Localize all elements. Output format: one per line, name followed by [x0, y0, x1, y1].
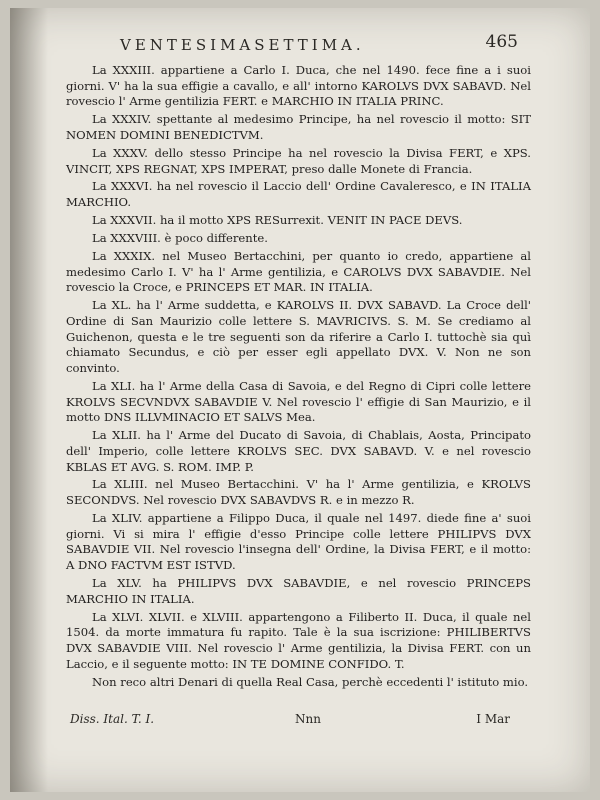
paragraph: La XLI. ha l' Arme della Casa di Savoia, e del Regno di Cipri colle lettere KROLVS SECVNDVX SABAVDIE V. Nel rovescio l' effigie di San Maurizio, e il motto DNS ILLVMINACIO ET SALVS Mea. [66, 378, 531, 425]
paragraph: La XLIII. nel Museo Bertacchini. V' ha l' Arme gentilizia, e KROLVS SECONDVS. Nel rovescio DVX SABAVDVS R. e in mezzo R. [66, 477, 531, 508]
paragraph: La XXXVI. ha nel rovescio il Laccio dell' Ordine Cavaleresco, e IN ITALIA MARCHIO. [66, 179, 531, 210]
paragraph: La XL. ha l' Arme suddetta, e KAROLVS II. DVX SABAVD. La Croce dell' Ordine di San Maurizio colle lettere S. MAVRICIVS. S. M. Se crediamo al Guichenon, questa e le tre seguenti son da riferire a Carlo I. tuttochè sia quì chiamato Secundus, e ciò per esser egli appellato DVX. V. Non ne son convinto. [66, 298, 531, 375]
body-text [66, 63, 531, 693]
paragraph: La XXXV. dello stesso Principe ha nel rovescio la Divisa FERT, e XPS. VINCIT, XPS REGNAT, XPS IMPERAT, preso dalle Monete di Francia. [66, 145, 531, 176]
running-title: VENTESIMASETTIMA. [120, 36, 365, 54]
gathering-signature: Nnn [295, 712, 321, 726]
paragraph: La XXXVIII. è poco differente. [92, 230, 268, 245]
paragraph: La XXXIV. spettante al medesimo Principe, ha nel rovescio il motto: SIT NOMEN DOMINI BENEDICTVM. [66, 112, 531, 142]
signature-mark: Diss. Ital. T. I. [70, 712, 155, 726]
book-page [10, 8, 590, 792]
paragraph: La XXXIX. nel Museo Bertacchini, per quanto io credo, appartiene al medesimo Carlo I. V' ha l' Arme gentilizia, e CAROLVS DVX SABAVDIE. Nel rovescio la Croce, e PRINCEPS ET MAR. IN ITALIA. [66, 248, 531, 295]
paragraph: La XLII. ha l' Arme del Ducato di Savoia, di Chablais, Aosta, Principato dell' Imperio, colle lettere KROLVS SEC. DVX SABAVD. V. e nel rovescio KBLAS ET AVG. S. ROM. IMP. P. [66, 428, 531, 474]
paragraph: La XLVI. XLVII. e XLVIII. appartengono a Filiberto II. Duca, il quale nel 1504. da morte immatura fu rapito. Tale è la sua iscrizione: PHILIBERTVS DVX SABAVDIE VIII. Nel rovescio l' Arme gentilizia, la Divisa FERT. con un Laccio, e il seguente motto: IN TE DOMINE CONFIDO. T. [66, 609, 531, 671]
paragraph: Non reco altri Denari di quella Real Casa, perchè eccedenti l' istituto mio. [92, 674, 529, 689]
binding-shadow [10, 8, 48, 792]
paragraph: La XLV. ha PHILIPVS DVX SABAVDIE, e nel rovescio PRINCEPS MARCHIO IN ITALIA. [66, 576, 531, 606]
catchword: I Mar [476, 712, 510, 726]
paragraph: La XLIV. appartiene a Filippo Duca, il quale nel 1497. diede fine a' suoi giorni. Vi si mira l' effigie d'esso Principe colle lettere PHILIPVS DVX SABAVDIE VII. Nel rovescio l'insegna dell' Ordine, la Divisa FERT, e il motto: A DNO FACTVM EST ISTVD. [66, 511, 531, 573]
page-number: 465 [485, 32, 518, 52]
paragraph: La XXXIII. appartiene a Carlo I. Duca, che nel 1490. fece fine a i suoi giorni. V' ha la sua effigie a cavallo, e all' intorno KAROLVS DVX SABAVD. Nel rovescio l' Arme gentilizia FERT. e MARCHIO IN ITALIA PRINC. [66, 63, 531, 109]
paragraph: La XXXVII. ha il motto XPS RESurrexit. VENIT IN PACE DEVS. [92, 213, 463, 228]
